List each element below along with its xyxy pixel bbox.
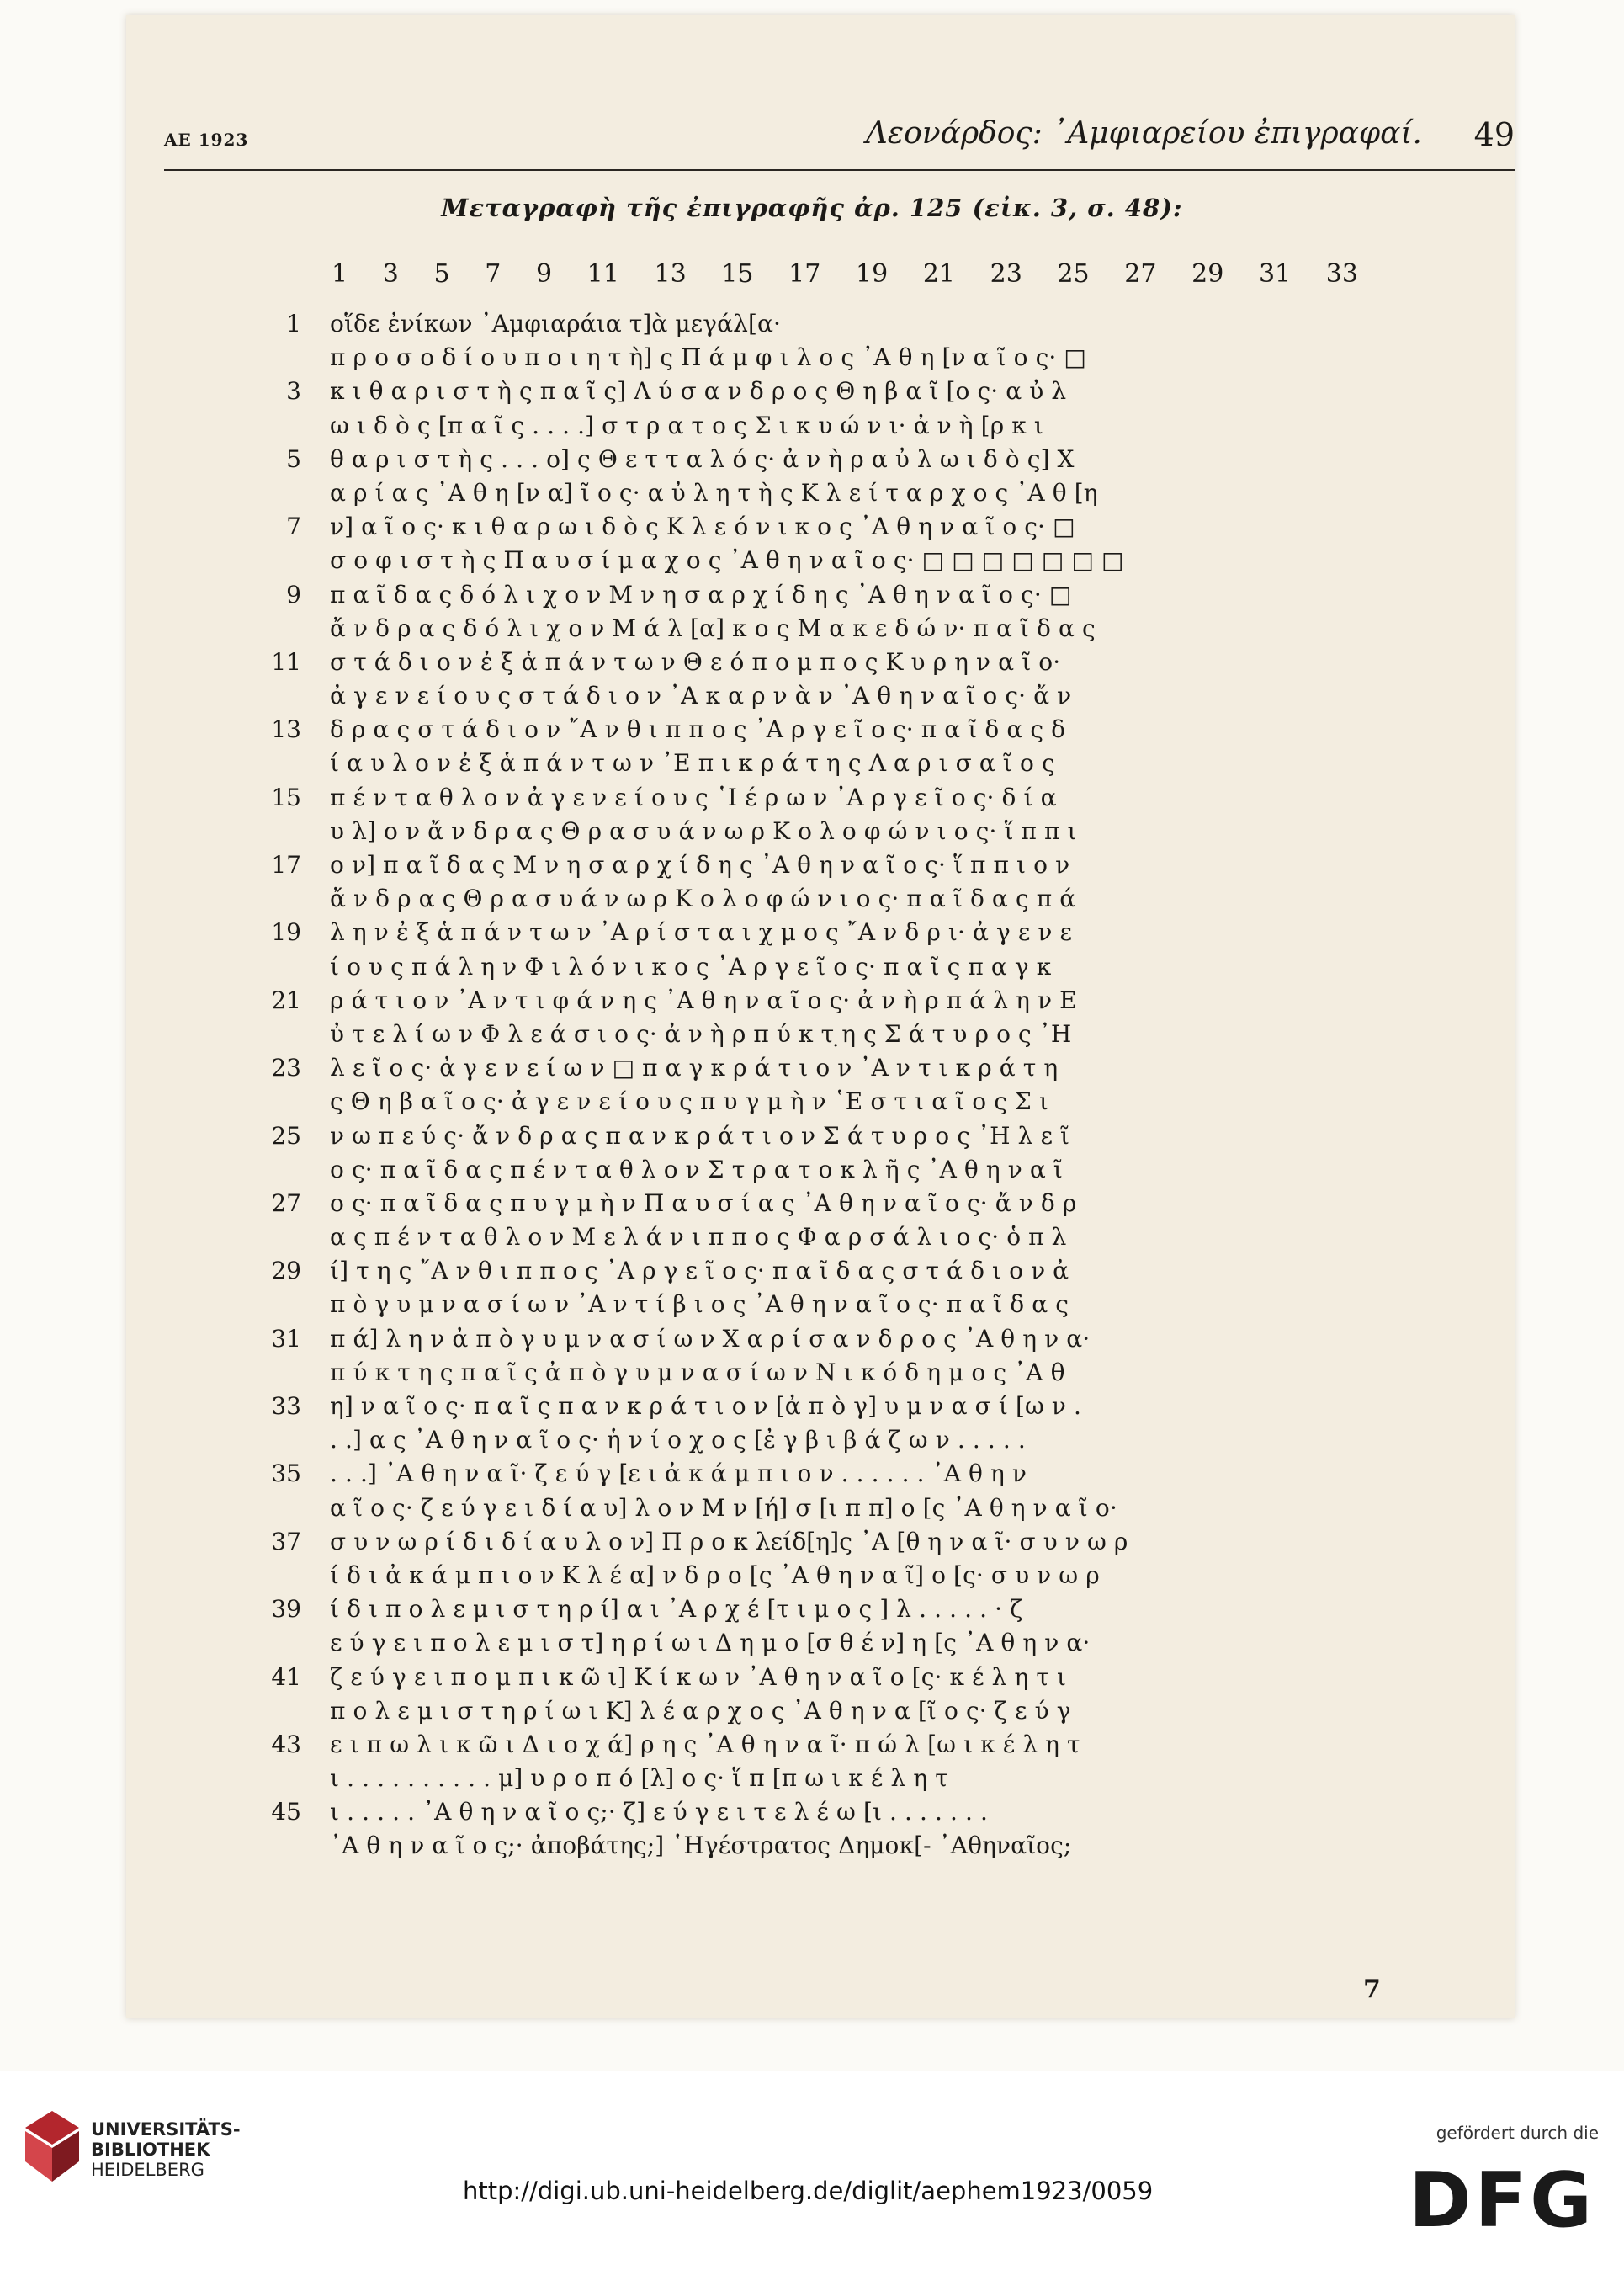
inscription-line [252, 1220, 1363, 1254]
column-number: 19 [855, 259, 889, 289]
line-text: π ύ κ τ η ς π α ῖ ς ἀ π ὸ γ υ μ ν α σ ί ω ν Ν ι κ ό δ η μ ο ς ᾿Α θ [330, 1358, 1065, 1386]
inscription-line [252, 747, 1363, 780]
inscription-line [252, 1423, 1363, 1457]
inscription-line [252, 713, 1363, 747]
line-number: 41 [271, 1662, 301, 1691]
funding-note: gefördert durch die [1436, 2123, 1599, 2143]
line-text: ε ι π ω λ ι κ ῶ ι Δ ι ο χ ά] ρ η ς ᾿Α θ η ν α ῖ· π ώ λ [ω ι κ έ λ η τ [330, 1730, 1080, 1758]
column-number: 3 [382, 259, 399, 289]
line-text: κ ι θ α ρ ι σ τ ὴ ς π α ῖ ς] Λ ύ σ α ν δ ρ ο ς Θ η β α ῖ [ο ς· α ὐ λ [330, 377, 1067, 406]
line-number: 23 [271, 1054, 301, 1082]
inscription-line [252, 1592, 1363, 1626]
line-text: ο ς· π α ῖ δ α ς π υ γ μ ὴ ν Π α υ σ ί α ς ᾿Α θ η ν α ῖ ο ς· ἄ ν δ ρ [330, 1188, 1077, 1217]
inscription-line [252, 882, 1363, 916]
inscription-line [252, 1390, 1363, 1423]
inscription-line [252, 815, 1363, 848]
line-text: υ λ] ο ν ἄ ν δ ρ α ς Θ ρ α σ υ ά ν ω ρ Κ ο λ ο φ ώ ν ι ο ς· ἵ π π ι [330, 816, 1077, 845]
line-number: 9 [286, 580, 301, 609]
line-text: ί δ ι ἀ κ ά μ π ι ο ν Κ λ έ α] ν δ ρ ο [ς ᾿Α θ η ν α ῖ] ο [ς· σ υ ν ω ρ [330, 1560, 1100, 1589]
line-text: λ η ν ἐ ξ ἁ π ά ν τ ω ν ᾿Α ρ ί σ τ α ι χ μ ο ς ῎Α ν δ ρ ι· ἀ γ ε ν ε [330, 918, 1073, 947]
line-text: οἵδε ἐνίκων ᾿Αμφιαράια τ]ὰ μεγάλ[α· [330, 310, 781, 338]
column-number: 1 [332, 259, 348, 289]
inscription-line [252, 443, 1363, 476]
column-number: 33 [1325, 259, 1358, 289]
line-number: 7 [286, 513, 301, 541]
line-text: ἄ ν δ ρ α ς Θ ρ α σ υ ά ν ω ρ Κ ο λ ο φ ώ ν ι ο ς· π α ῖ δ α ς π ά [330, 885, 1076, 913]
line-text: α ρ ί α ς ᾿Α θ η [ν α] ῖ ο ς· α ὐ λ η τ ὴ ς Κ λ ε ί τ α ρ χ ο ς ᾿Α θ [η [330, 478, 1098, 507]
line-text: σ ο φ ι σ τ ὴ ς Π α υ σ ί μ α χ ο ς ᾿Α θ η ν α ῖ ο ς· □ □ □ □ □ □ □ [330, 546, 1124, 575]
line-text: ε ύ γ ε ι π ο λ ε μ ι σ τ] η ρ ί ω ι Δ η μ ο [σ θ έ ν] η [ς ᾿Α θ η ν α· [330, 1629, 1091, 1657]
line-number: 31 [271, 1324, 301, 1353]
inscription-line [252, 307, 1363, 341]
line-number: 35 [271, 1459, 301, 1488]
inscription-line [252, 679, 1363, 713]
line-text: ί α υ λ ο ν ἐ ξ ἁ π ά ν τ ω ν ᾿Ε π ι κ ρ ά τ η ς Λ α ρ ι σ α ῖ ο ς [330, 749, 1055, 778]
inscription-line [252, 1254, 1363, 1288]
source-url-link[interactable]: http://digi.ub.uni-heidelberg.de/diglit/aephem1923/0059 [463, 2177, 1154, 2205]
inscription-line [252, 409, 1363, 443]
line-text: ί] τ η ς ῎Α ν θ ι π π ο ς ᾿Α ρ γ ε ῖ ο ς· π α ῖ δ α ς σ τ ά δ ι ο ν ἀ [330, 1257, 1069, 1285]
line-text: π έ ν τ α θ λ ο ν ἀ γ ε ν ε ί ο υ ς ῾Ι έ ρ ω ν ᾿Α ρ γ ε ῖ ο ς· δ ί α [330, 783, 1057, 811]
line-text: ρ ά τ ι ο ν ᾿Α ν τ ι φ ά ν η ς ᾿Α θ η ν α ῖ ο ς· ἀ ν ὴ ρ π ά λ η ν Ε [330, 986, 1077, 1014]
column-number: 11 [586, 259, 619, 289]
line-text: π ά] λ η ν ἀ π ὸ γ υ μ ν α σ ί ω ν Χ α ρ ί σ α ν δ ρ ο ς ᾿Α θ η ν α· [330, 1324, 1091, 1353]
inscription-line [252, 916, 1363, 949]
line-text: ἀ γ ε ν ε ί ο υ ς σ τ ά δ ι ο ν ᾿Α κ α ρ ν ὰ ν ᾿Α θ η ν α ῖ ο ς· ἄ ν [330, 682, 1072, 710]
line-text: ὐ τ ε λ ί ω ν Φ λ ε ά σ ι ο ς· ἀ ν ὴ ρ π ύ κ τ ̣η ς Σ ά τ υ ρ ο ς ᾿Η [330, 1019, 1072, 1048]
line-text: ί ο υ ς π ά λ η ν Φ ι λ ό ν ι κ ο ς ᾿Α ρ γ ε ῖ ο ς· π α ῖ ς π α γ κ [330, 952, 1052, 981]
plate-mark: 7 [1363, 1975, 1381, 2004]
inscription-line [252, 1762, 1363, 1795]
line-text: η] ν α ῖ ο ς· π α ῖ ς π α ν κ ρ ά τ ι ο ν [ἀ π ὸ γ] υ μ ν α σ ί [ω ν . [330, 1392, 1082, 1420]
line-text: ι . . . . . . . . . . μ] υ ρ ο π ό [λ] ο ς· ἵ π [π ω ι κ έ λ η τ [330, 1764, 948, 1793]
line-number: 11 [271, 647, 301, 676]
inscription-line [252, 341, 1363, 375]
line-number: 17 [271, 851, 301, 879]
column-number: 29 [1191, 259, 1224, 289]
inscription-line [252, 1051, 1363, 1085]
header-rule [164, 169, 1515, 171]
running-head [164, 116, 1515, 158]
line-text: ο ν] π α ῖ δ α ς Μ ν η σ α ρ χ ί δ η ς ᾿Α θ η ν α ῖ ο ς· ἵ π π ι ο ν [330, 851, 1070, 879]
column-numbers [332, 259, 1358, 293]
line-text: π ο λ ε μ ι σ τ η ρ ί ω ι Κ] λ έ α ρ χ ο ς ᾿Α θ η ν α [ῖ ο ς· ζ ε ύ γ [330, 1696, 1071, 1725]
line-number: 37 [271, 1527, 301, 1555]
column-number: 25 [1057, 259, 1090, 289]
inscription-line [252, 1288, 1363, 1321]
line-number: 25 [271, 1121, 301, 1150]
line-text: ν ω π ε ύ ς· ἄ ν δ ρ α ς π α ν κ ρ ά τ ι ο ν Σ ά τ υ ρ ο ς ᾿Η λ ε ῖ [330, 1121, 1070, 1150]
dfg-logo-text: DFG [1408, 2156, 1595, 2245]
line-number: 29 [271, 1257, 301, 1285]
line-text: ω ι δ ὸ ς [π α ῖ ς . . . .] σ τ ρ α τ ο ς Σ ι κ υ ώ ν ι· ἀ ν ὴ [ρ κ ι [330, 411, 1043, 439]
line-number: 5 [286, 444, 301, 473]
inscription-line [252, 984, 1363, 1018]
column-number: 13 [654, 259, 687, 289]
inscription-line [252, 848, 1363, 882]
line-text: ι . . . . . ᾿Α θ η ν α ῖ ο ς;· ζ] ε ύ γ ε ι τ ε λ έ ω [ι . . . . . . . [330, 1798, 989, 1826]
line-number: 15 [271, 783, 301, 811]
inscription-line [252, 1559, 1363, 1592]
line-number: 33 [271, 1392, 301, 1420]
line-text: ί δ ι π ο λ ε μ ι σ τ η ρ ί] α ι ᾿Α ρ χ έ [τ ι μ ο ς ] λ . . . . . · ζ [330, 1595, 1023, 1624]
column-number: 7 [485, 259, 502, 289]
digitization-footer [0, 2071, 1624, 2270]
inscription-line [252, 950, 1363, 984]
line-number: 13 [271, 715, 301, 744]
line-number: 3 [286, 377, 301, 406]
column-number: 15 [721, 259, 754, 289]
line-text: . . .] ᾿Α θ η ν α ῖ· ζ ε ύ γ [ε ι ἀ κ ά μ π ι ο ν . . . . . . ᾿Α θ η ν [330, 1459, 1027, 1488]
line-number: 43 [271, 1730, 301, 1758]
inscription-line [252, 1626, 1363, 1660]
line-text: π ὸ γ υ μ ν α σ ί ω ν ᾿Α ν τ ί β ι ο ς ᾿Α θ η ν α ῖ ο ς· π α ῖ δ α ς [330, 1290, 1069, 1319]
library-name: UNIVERSITÄTS- BIBLIOTHEK HEIDELBERG [91, 2119, 241, 2180]
inscription-line [252, 544, 1363, 577]
line-number: 45 [271, 1798, 301, 1826]
line-number: 19 [271, 918, 301, 947]
inscription-line [252, 1187, 1363, 1220]
inscription-line [252, 1694, 1363, 1728]
inscription-line [252, 1525, 1363, 1559]
line-number: 27 [271, 1188, 301, 1217]
inscription-line [252, 1085, 1363, 1119]
inscription-line [252, 1119, 1363, 1153]
journal-abbreviation: AE 1923 [164, 130, 249, 150]
column-number: 21 [922, 259, 955, 289]
line-text: λ ε ῖ ο ς· ἀ γ ε ν ε ί ω ν □ π α γ κ ρ ά τ ι ο ν ᾿Α ν τ ι κ ρ ά τ η [330, 1054, 1059, 1082]
line-text: ς Θ η β α ῖ ο ς· ἀ γ ε ν ε ί ο υ ς π υ γ μ ὴ ν ῾Ε σ τ ι α ῖ ο ς Σ ι [330, 1087, 1049, 1116]
inscription-line [252, 476, 1363, 510]
line-number: 39 [271, 1595, 301, 1624]
line-text: σ υ ν ω ρ ί δ ι δ ί α υ λ ο ν] Π ρ ο κ λείδ[η]ς ᾿Α [θ η ν α ῖ· σ υ ν ω ρ [330, 1527, 1128, 1555]
inscription-line [252, 612, 1363, 646]
inscription-line [252, 1829, 1363, 1863]
line-text: . .] α ς ᾿Α θ η ν α ῖ ο ς· ἡ ν ί ο χ ο ς [ἐ γ β ι β ά ζ ω ν . . . . . [330, 1426, 1026, 1454]
inscription-line [252, 1356, 1363, 1390]
line-text: ᾿Α θ η ν α ῖ ο ς;· ἀποβάτης;] ῾Ηγέστρατος Δημοκ[- ᾿Αθηναῖος; [330, 1831, 1072, 1860]
inscription-line [252, 646, 1363, 679]
line-text: σ τ ά δ ι ο ν ἐ ξ ἁ π ά ν τ ω ν Θ ε ό π ο μ π ο ς Κ υ ρ η ν α ῖ ο· [330, 647, 1061, 676]
column-number: 27 [1124, 259, 1157, 289]
inscription-line [252, 1457, 1363, 1491]
inscription-line [252, 578, 1363, 612]
inscription-line [252, 781, 1363, 815]
page-number: 49 [1473, 116, 1515, 153]
inscription-line [252, 1491, 1363, 1525]
inscription-line [252, 1661, 1363, 1694]
line-text: ζ ε ύ γ ε ι π ο μ π ι κ ῶ ι] Κ ί κ ω ν ᾿Α θ η ν α ῖ ο [ς· κ έ λ η τ ι [330, 1662, 1067, 1691]
line-text: δ ρ α ς σ τ ά δ ι ο ν ῎Α ν θ ι π π ο ς ᾿Α ρ γ ε ῖ ο ς· π α ῖ δ α ς δ [330, 715, 1066, 744]
column-number: 17 [788, 259, 821, 289]
line-text: ο ς· π α ῖ δ α ς π έ ν τ α θ λ ο ν Σ τ ρ α τ ο κ λ ῆ ς ᾿Α θ η ν α ῖ [330, 1155, 1063, 1183]
inscription-line [252, 1728, 1363, 1762]
line-number: 1 [286, 310, 301, 338]
transcription-caption: Μεταγραφὴ τῆς ἐπιγραφῆς ἀρ. 125 (εἰκ. 3, σ. 48): [441, 194, 1183, 222]
inscription-line [252, 510, 1363, 544]
running-title: Λεονάρδος: ᾿Αμφιαρείου ἐπιγραφαί. [865, 116, 1422, 151]
line-text: π ρ ο σ ο δ ί ο υ π ο ι η τ ὴ] ς Π ά μ φ ι λ ο ς ᾿Α θ η [ν α ῖ ο ς· □ [330, 343, 1086, 372]
column-number: 31 [1258, 259, 1292, 289]
column-number: 9 [535, 259, 553, 289]
line-text: α ς π έ ν τ α θ λ ο ν Μ ε λ ά ν ι π π ο ς Φ α ρ σ ά λ ι ο ς· ὁ π λ [330, 1223, 1067, 1252]
inscription-transcription [252, 307, 1363, 1863]
inscription-line [252, 1795, 1363, 1829]
inscription-line [252, 375, 1363, 408]
line-text: ν] α ῖ ο ς· κ ι θ α ρ ω ι δ ὸ ς Κ λ ε ό ν ι κ ο ς ᾿Α θ η ν α ῖ ο ς· □ [330, 513, 1075, 541]
line-text: π α ῖ δ α ς δ ό λ ι χ ο ν Μ ν η σ α ρ χ ί δ η ς ᾿Α θ η ν α ῖ ο ς· □ [330, 580, 1072, 609]
line-text: θ α ρ ι σ τ ὴ ς . . . ο] ς Θ ε τ τ α λ ό ς· ἀ ν ὴ ρ α ὐ λ ω ι δ ὸ ς] Χ [330, 444, 1075, 473]
line-number: 21 [271, 986, 301, 1014]
column-number: 5 [433, 259, 450, 289]
line-text: α ῖ ο ς· ζ ε ύ γ ε ι δ ί α υ] λ ο ν Μ ν [ή] σ [ι π π] ο [ς ᾿Α θ η ν α ῖ ο· [330, 1493, 1117, 1522]
university-library-logo-icon [24, 2109, 81, 2183]
inscription-line [252, 1018, 1363, 1051]
column-number: 23 [990, 259, 1022, 289]
line-text: ἄ ν δ ρ α ς δ ό λ ι χ ο ν Μ ά λ [α] κ ο ς Μ α κ ε δ ώ ν· π α ῖ δ α ς [330, 614, 1096, 642]
inscription-line [252, 1322, 1363, 1356]
inscription-line [252, 1153, 1363, 1187]
